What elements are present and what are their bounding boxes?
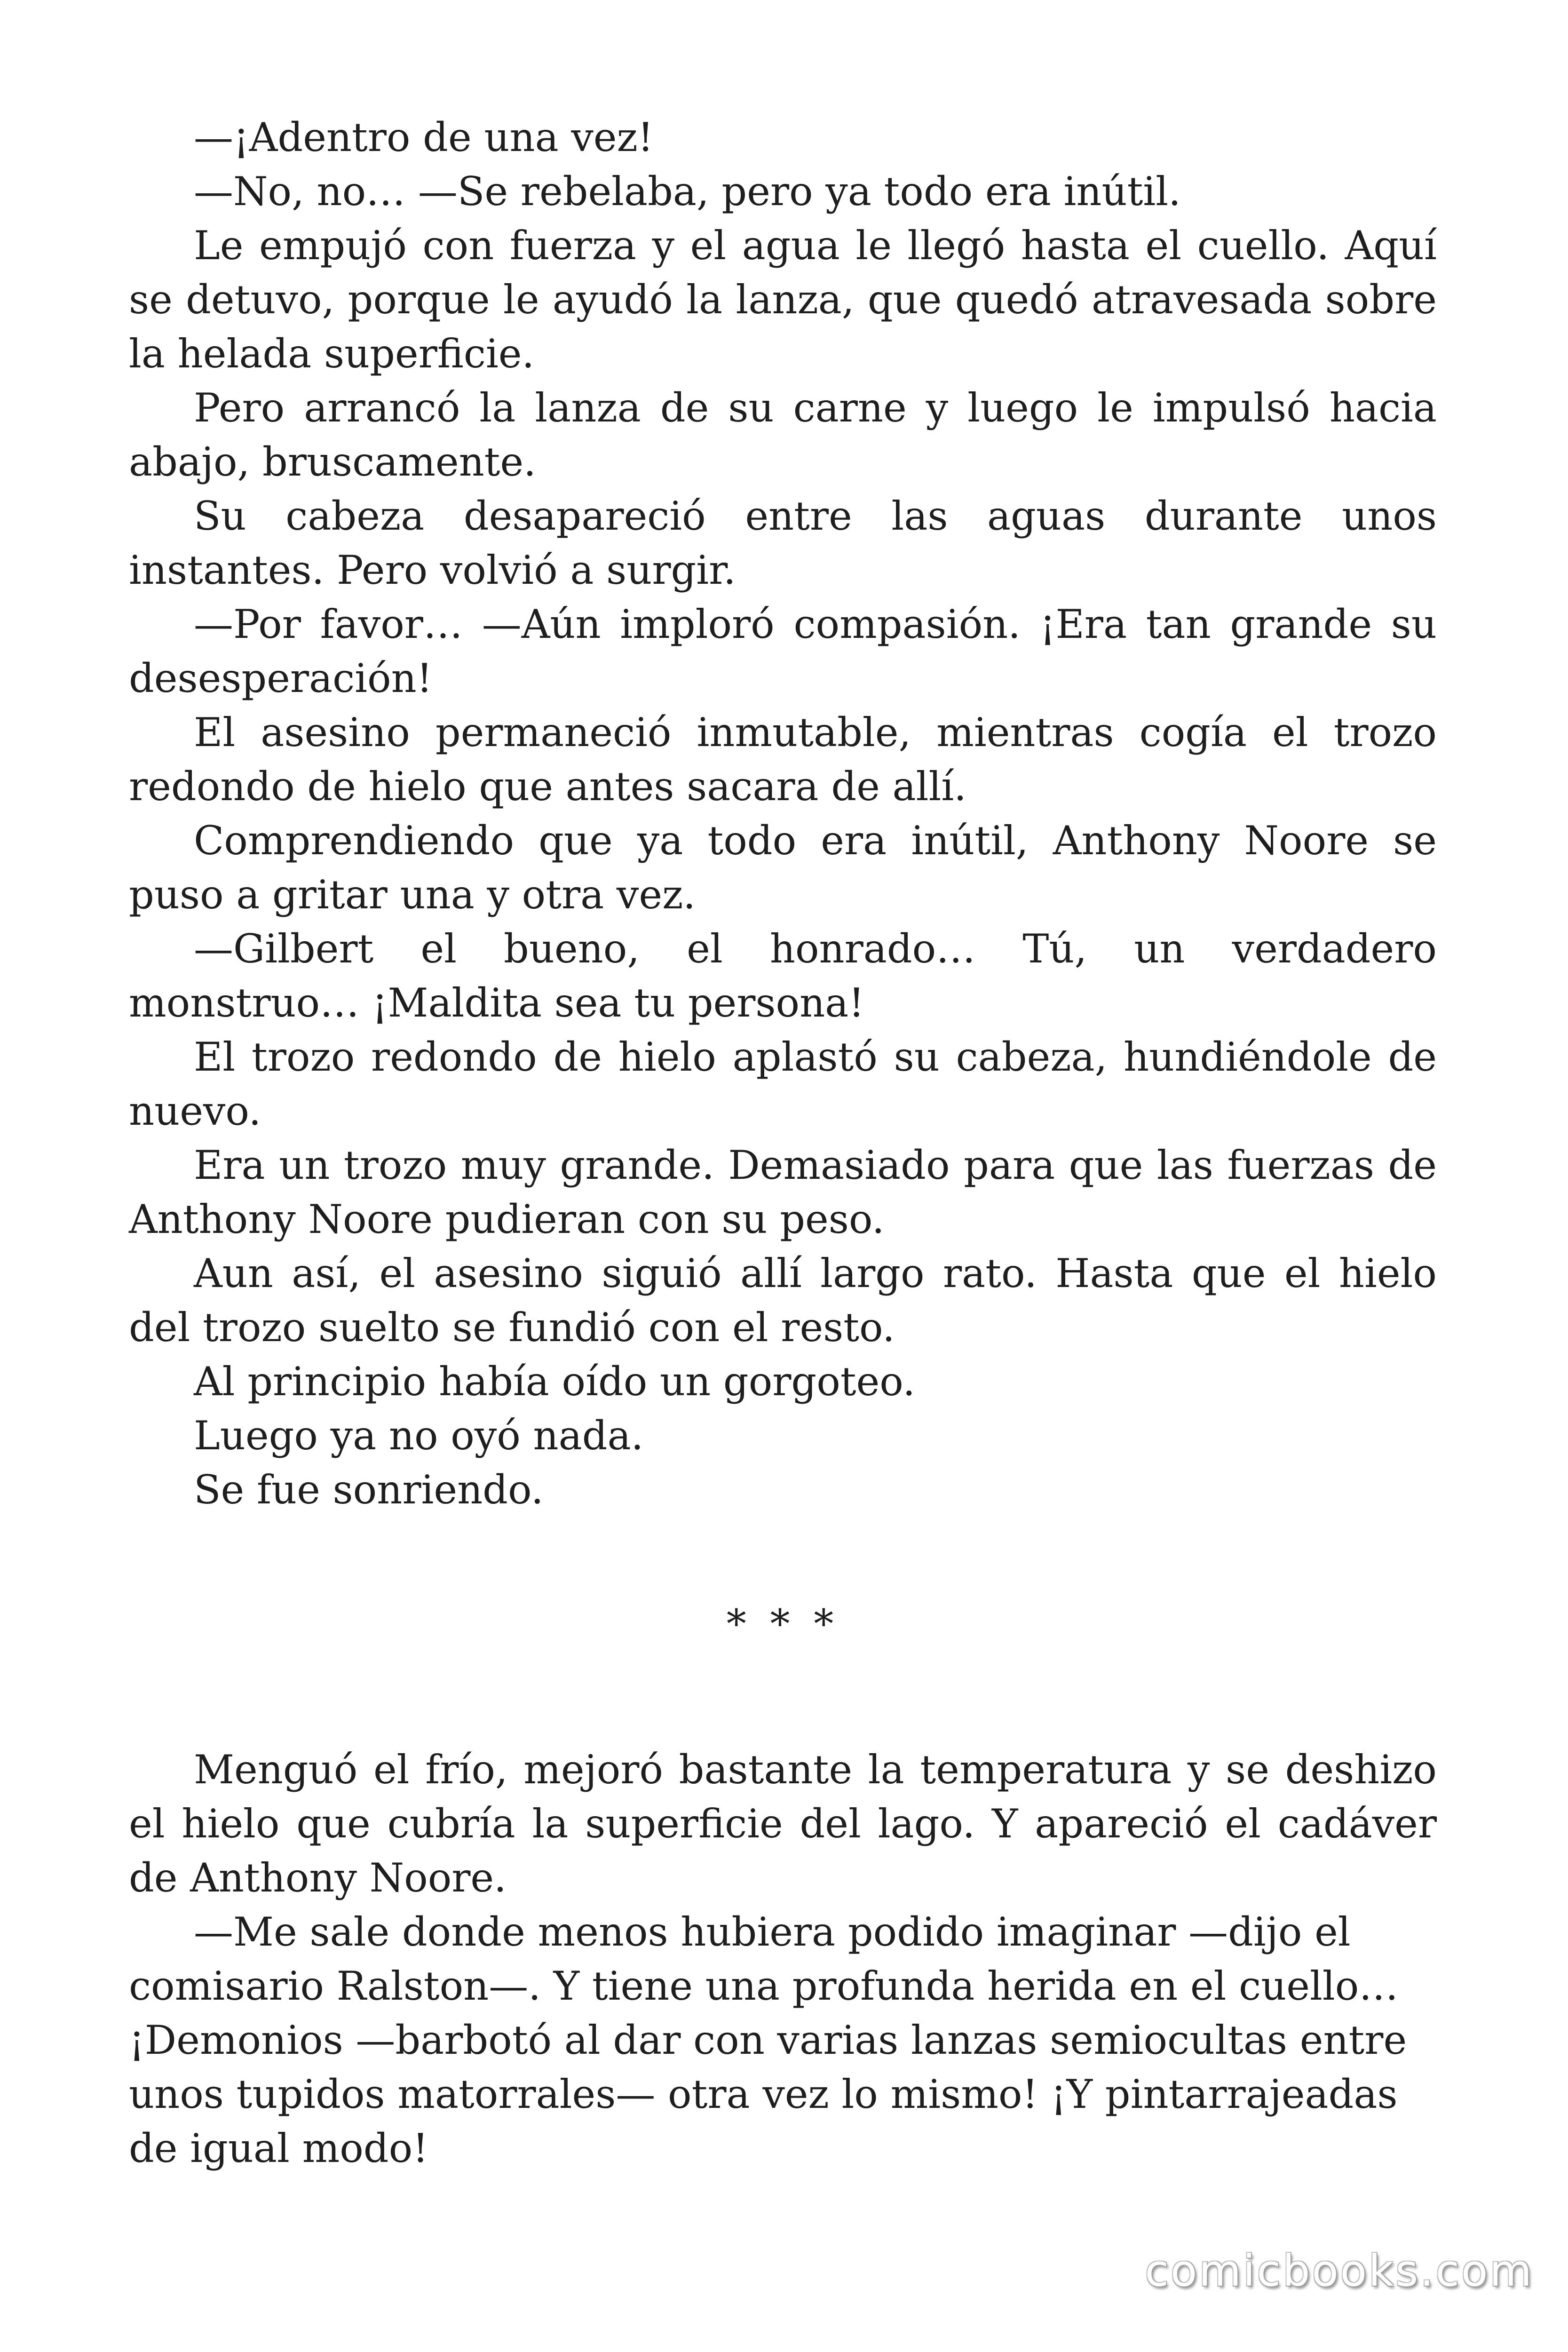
watermark-text: comicbooks.com <box>1145 2246 1534 2296</box>
paragraph-4: Pero arrancó la lanza de su carne y luego le impulsó hacia abajo, bruscamente. <box>129 385 1437 485</box>
paragraph-16: Menguó el frío, mejoró bastante la temperatura y se deshizo el hielo que cubría la superficie del lago. Y apareció el cadáver de Anthony Noore. <box>129 1747 1437 1901</box>
paragraph-17: —Me sale donde menos hubiera podido imaginar —dijo el comisario Ralston—. Y tiene una profunda herida en el cuello… ¡Demonios —barbotó al dar con varias lanzas semiocultas entre unos tupidos matorrales— otra vez lo mismo! ¡Y pintarrajeadas de igual modo! <box>129 1909 1407 2171</box>
paragraph-3: Le empujó con fuerza y el agua le llegó hasta el cuello. Aquí se detuvo, porque le ayudó la lanza, que quedó atravesada sobre la helada superficie. <box>129 222 1437 377</box>
paragraph-12: Aun así, el asesino siguió allí largo rato. Hasta que el hielo del trozo suelto se fundió con el resto. <box>129 1250 1437 1351</box>
paragraph-8: Comprendiendo que ya todo era inútil, Anthony Noore se puso a gritar una y otra vez. <box>129 818 1437 918</box>
paragraph-7: El asesino permaneció inmutable, mientras cogía el trozo redondo de hielo que antes sacara de allí. <box>129 709 1437 810</box>
book-page-text <box>129 111 1437 2176</box>
paragraph-11: Era un trozo muy grande. Demasiado para que las fuerzas de Anthony Noore pudieran con su peso. <box>129 1142 1437 1242</box>
paragraph-15: Se fue sonriendo. <box>194 1467 544 1513</box>
scene-break-separator: * * * <box>726 1601 839 1647</box>
paragraph-6: —Por favor… —Aún imploró compasión. ¡Era tan grande su desesperación! <box>129 601 1437 701</box>
paragraph-10: El trozo redondo de hielo aplastó su cabeza, hundiéndole de nuevo. <box>129 1034 1437 1134</box>
paragraph-2: —No, no… —Se rebelaba, pero ya todo era inútil. <box>194 168 1181 215</box>
paragraph-13: Al principio había oído un gorgoteo. <box>194 1359 916 1405</box>
paragraph-14: Luego ya no oyó nada. <box>194 1413 644 1459</box>
paragraph-1: —¡Adentro de una vez! <box>194 114 654 160</box>
paragraph-5: Su cabeza desapareció entre las aguas durante unos instantes. Pero volvió a surgir. <box>129 493 1437 593</box>
paragraph-9: —Gilbert el bueno, el honrado… Tú, un verdadero monstruo… ¡Maldita sea tu persona! <box>129 926 1437 1026</box>
